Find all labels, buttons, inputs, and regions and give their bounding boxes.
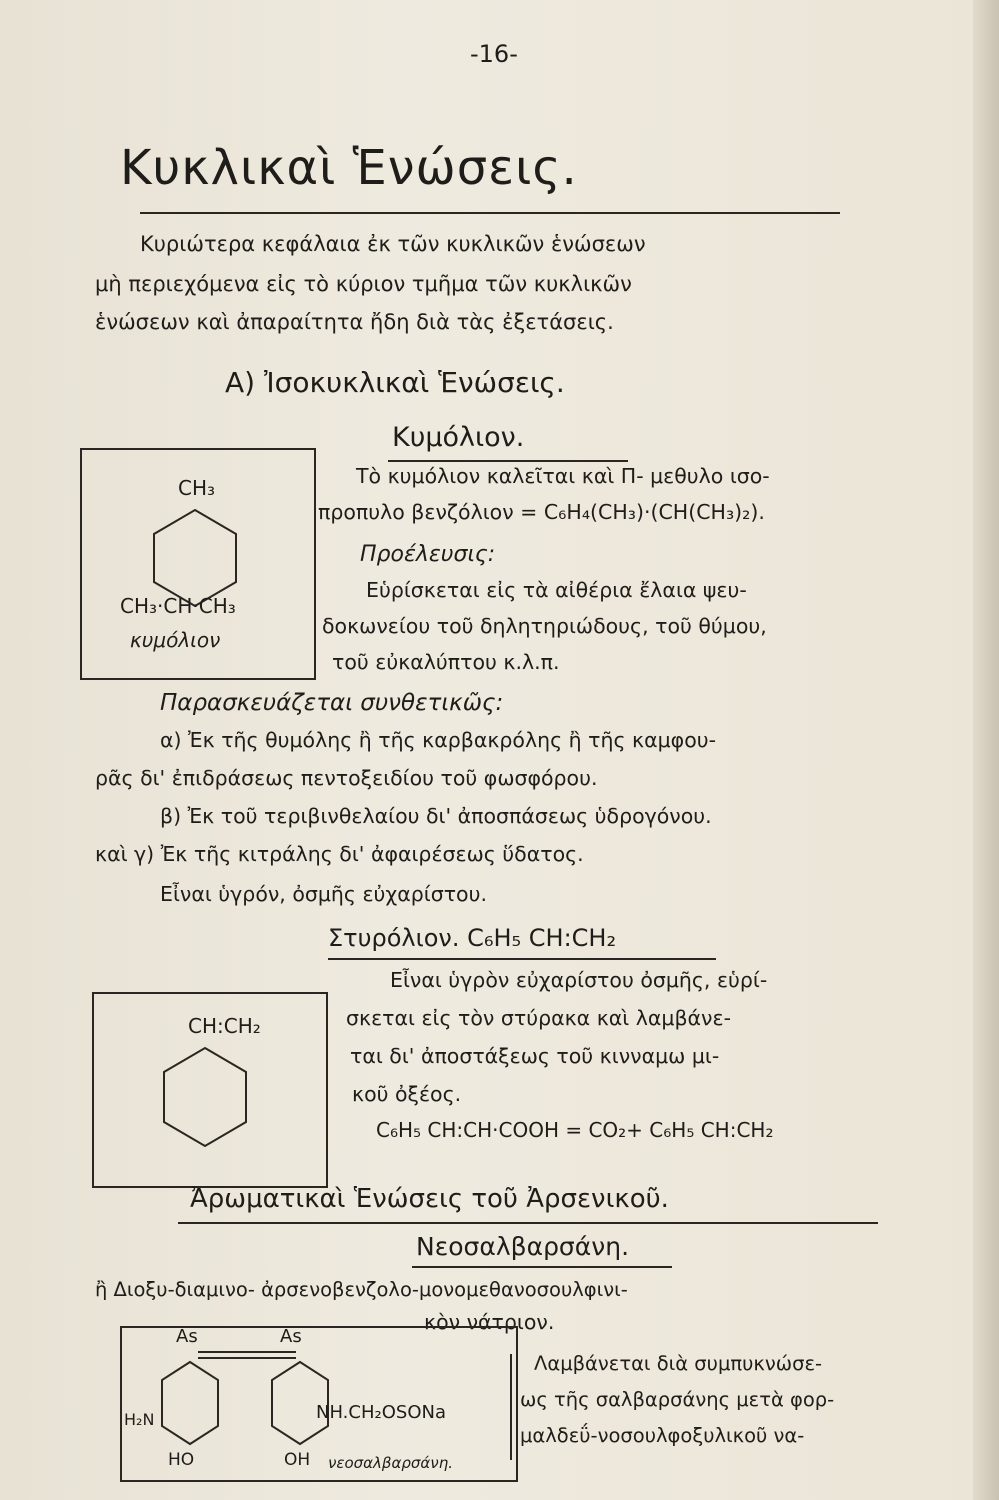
intro-line-1: Κυριώτερα κεφάλαια ἐκ τῶν κυκλικῶν ἑνώσεων	[140, 232, 646, 256]
styrene-heading-underline	[328, 958, 716, 960]
origin-line-1: Εὑρίσκεται εἰς τὰ αἰθέρια ἔλαια ψευ-	[366, 578, 747, 602]
side-text-divider	[510, 1354, 512, 1460]
styrene-line-4: κοῦ ὀξέος.	[352, 1082, 462, 1106]
styrene-heading: Στυρόλιον. C₆H₅ CH:CH₂	[328, 924, 617, 952]
styrene-line-3: ται δι' ἀποστάξεως τοῦ κινναμω μι-	[350, 1044, 720, 1068]
title-underline	[140, 212, 840, 214]
ho-label: HO	[168, 1450, 195, 1470]
oh-label: OH	[284, 1450, 311, 1470]
styrene-line-2: σκεται εἰς τὸν στύρακα καὶ λαμβάνε-	[346, 1006, 731, 1030]
neosalvarsan-caption: νεοσαλβαρσάνη.	[328, 1454, 453, 1472]
origin-heading: Προέλευσις:	[360, 542, 496, 567]
neosalvarsan-side-line-3: μαλδεΰ-νοσουλφοξυλικοῦ να-	[520, 1424, 805, 1447]
arsenic-heading-underline	[178, 1222, 878, 1224]
prep-line-2: ρᾶς δι' ἐπιδράσεως πεντοξειδίου τοῦ φωσφόρου.	[95, 766, 598, 790]
styrene-top-group: CH:CH₂	[188, 1014, 261, 1038]
benzene-ring-icon	[160, 1046, 250, 1148]
origin-line-2: δοκωνείου τοῦ δηλητηριώδους, τοῦ θύμου,	[322, 614, 767, 638]
h2n-label: H₂N	[124, 1410, 155, 1429]
neosalvarsan-line-2: κὸν νάτριον.	[424, 1310, 555, 1334]
intro-line-2: μὴ περιεχόμενα εἰς τὸ κύριον τμῆμα τῶν κυκλικῶν	[95, 272, 632, 296]
cymene-top-group: CH₃	[178, 476, 216, 500]
neosalvarsan-line-1: ἢ Διοξυ-διαμινο- ἀρσενοβενζολο-μονομεθανοσουλφινι-	[95, 1278, 628, 1301]
cymene-heading-underline	[388, 460, 628, 462]
cymene-line-2: προπυλο βενζόλιον = C₆H₄(CH₃)·(CH(CH₃)₂).	[318, 500, 765, 524]
as-left-label: As	[176, 1326, 198, 1347]
styrene-line-1: Εἶναι ὑγρὸν εὐχαρίστου ὀσμῆς, εὑρί-	[390, 968, 768, 992]
intro-line-3: ἑνώσεων καὶ ἀπαραίτητα ἤδη διὰ τὰς ἐξετάσεις.	[95, 310, 614, 334]
cymene-bottom-group: CH₃·CH·CH₃	[120, 594, 236, 618]
neosalvarsan-heading-underline	[412, 1266, 672, 1268]
origin-line-3: τοῦ εὐκαλύπτου κ.λ.π.	[332, 650, 560, 674]
neosalvarsan-heading: Νεοσαλβαρσάνη.	[416, 1232, 630, 1261]
section-a-heading: Α) Ἰσοκυκλικαὶ Ἑνώσεις.	[225, 366, 565, 399]
page-edge	[973, 0, 999, 1500]
cymene-caption: κυμόλιον	[130, 628, 221, 652]
arseno-bridge-icon	[160, 1344, 360, 1458]
styrene-equation: C₆H₅ CH:CH·COOH = CO₂+ C₆H₅ CH:CH₂	[376, 1118, 774, 1142]
prep-line-4: καὶ γ) Ἐκ τῆς κιτράλης δι' ἀφαιρέσεως ὕδατος.	[95, 842, 584, 866]
as-right-label: As	[280, 1326, 302, 1347]
prep-line-1: α) Ἐκ τῆς θυμόλης ἢ τῆς καρβακρόλης ἢ τῆς καμφου-	[160, 728, 717, 752]
nh-substituent-label: NH.CH₂OSONa	[316, 1402, 446, 1423]
page-title: Κυκλικαὶ Ἑνώσεις.	[120, 140, 578, 196]
benzene-ring-icon	[150, 508, 240, 608]
neosalvarsan-side-line-2: ως τῆς σαλβαρσάνης μετὰ φορ-	[520, 1388, 835, 1411]
cymene-line-1: Τὸ κυμόλιον καλεῖται καὶ Π- μεθυλο ισο-	[356, 464, 770, 488]
cymene-heading: Κυμόλιον.	[392, 422, 525, 453]
arsenic-heading: Ἀρωματικαὶ Ἑνώσεις τοῦ Ἀρσενικοῦ.	[190, 1184, 669, 1214]
page-number: -16-	[470, 40, 518, 68]
neosalvarsan-side-line-1: Λαμβάνεται διὰ συμπυκνώσε-	[534, 1352, 823, 1375]
prep-heading: Παρασκευάζεται συνθετικῶς:	[160, 690, 504, 716]
prep-line-5: Εἶναι ὑγρόν, ὀσμῆς εὐχαρίστου.	[160, 882, 487, 906]
prep-line-3: β) Ἐκ τοῦ τεριβινθελαίου δι' ἀποσπάσεως ὑδρογόνου.	[160, 804, 712, 828]
